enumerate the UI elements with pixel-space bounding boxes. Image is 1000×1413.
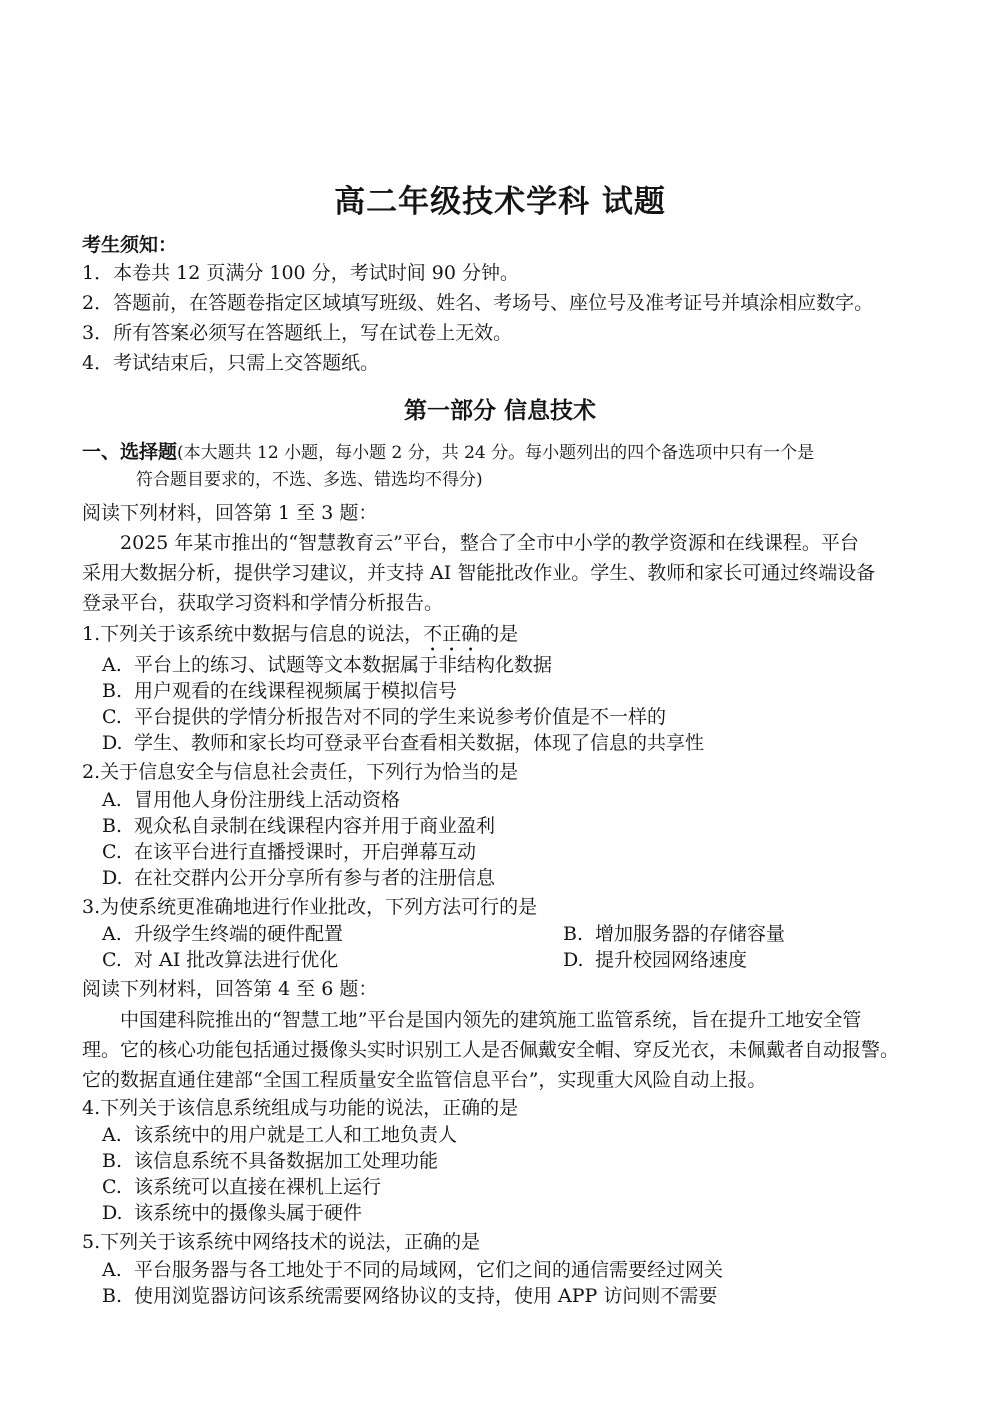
notice-item: 2．答题前，在答题卷指定区域填写班级、姓名、考场号、座位号及准考证号并填涂相应数字。	[82, 292, 874, 314]
answer-option: B. 用户观看的在线课程视频属于模拟信号	[102, 680, 458, 702]
answer-option: A. 该系统中的用户就是工人和工地负责人	[102, 1124, 458, 1146]
answer-option: C. 在该平台进行直播授课时，开启弹幕互动	[102, 841, 477, 863]
material-text: 它的数据直通住建部“全国工程质量安全监管信息平台”，实现重大风险自动上报。	[82, 1069, 767, 1091]
answer-option: D. 该系统中的摄像头属于硬件	[102, 1202, 363, 1224]
notice-item: 4．考试结束后，只需上交答题纸。	[82, 352, 380, 374]
answer-option: B. 使用浏览器访问该系统需要网络协议的支持，使用 APP 访问则不需要	[102, 1285, 718, 1307]
answer-option: C. 平台提供的学情分析报告对不同的学生来说参考价值是不一样的	[102, 706, 667, 728]
stem-text: 1.下列关于该系统中数据与信息的说法，	[82, 623, 424, 645]
material-text: 采用大数据分析，提供学习建议，并支持 AI 智能批改作业。学生、教师和家长可通过终端设备	[82, 562, 876, 584]
answer-option: B. 增加服务器的存储容量	[563, 923, 786, 945]
question-stem	[82, 621, 518, 656]
answer-option: D. 提升校园网络速度	[563, 949, 748, 971]
part-heading-line	[82, 439, 814, 466]
answer-option: A. 升级学生终端的硬件配置	[102, 923, 344, 945]
section-title: 第一部分 信息技术	[403, 397, 596, 424]
part-description-cont: 符合题目要求的，不选、多选、错选均不得分)	[136, 470, 483, 490]
material-intro: 阅读下列材料，回答第 4 至 6 题：	[82, 978, 378, 1000]
answer-option: C. 对 AI 批改算法进行优化	[102, 949, 339, 971]
part-description: (本大题共 12 小题，每小题 2 分，共 24 分。每小题列出的四个备选项中只有一个是	[177, 443, 815, 463]
answer-option: B. 观众私自录制在线课程内容并用于商业盈利	[102, 815, 496, 837]
material-text: 中国建科院推出的“智慧工地”平台是国内领先的建筑施工监管系统，旨在提升工地安全管	[120, 1009, 862, 1031]
material-intro: 阅读下列材料，回答第 1 至 3 题：	[82, 502, 378, 524]
answer-option: B. 该信息系统不具备数据加工处理功能	[102, 1150, 439, 1172]
stem-emphasis: 不正确	[423, 623, 481, 645]
question-stem: 5.下列关于该系统中网络技术的说法，正确的是	[82, 1231, 481, 1253]
page-title: 高二年级技术学科 试题	[334, 184, 666, 220]
notice-item: 1．本卷共 12 页满分 100 分，考试时间 90 分钟。	[82, 262, 519, 284]
question-stem: 4.下列关于该信息系统组成与功能的说法，正确的是	[82, 1097, 519, 1119]
answer-option: D. 学生、教师和家长均可登录平台查看相关数据，体现了信息的共享性	[102, 732, 705, 754]
question-stem: 3.为使系统更准确地进行作业批改，下列方法可行的是	[82, 896, 538, 918]
material-text: 2025 年某市推出的“智慧教育云”平台，整合了全市中小学的教学资源和在线课程。平台	[120, 532, 859, 554]
notice-heading: 考生须知：	[82, 234, 178, 256]
material-text: 理。它的核心功能包括通过摄像头实时识别工人是否佩戴安全帽、穿反光衣，未佩戴者自动报警。	[82, 1039, 900, 1061]
answer-option: A. 平台上的练习、试题等文本数据属于非结构化数据	[102, 654, 553, 676]
material-text: 登录平台，获取学习资料和学情分析报告。	[82, 592, 444, 614]
answer-option: A. 冒用他人身份注册线上活动资格	[102, 789, 401, 811]
answer-option: C. 该系统可以直接在裸机上运行	[102, 1176, 382, 1198]
notice-item: 3．所有答案必须写在答题纸上，写在试卷上无效。	[82, 322, 513, 344]
part-heading: 一、选择题	[82, 441, 178, 463]
stem-text: 的是	[480, 623, 519, 645]
answer-option: D. 在社交群内公开分享所有参与者的注册信息	[102, 867, 496, 889]
answer-option: A. 平台服务器与各工地处于不同的局域网，它们之间的通信需要经过网关	[102, 1259, 724, 1281]
question-stem: 2.关于信息安全与信息社会责任，下列行为恰当的是	[82, 761, 519, 783]
